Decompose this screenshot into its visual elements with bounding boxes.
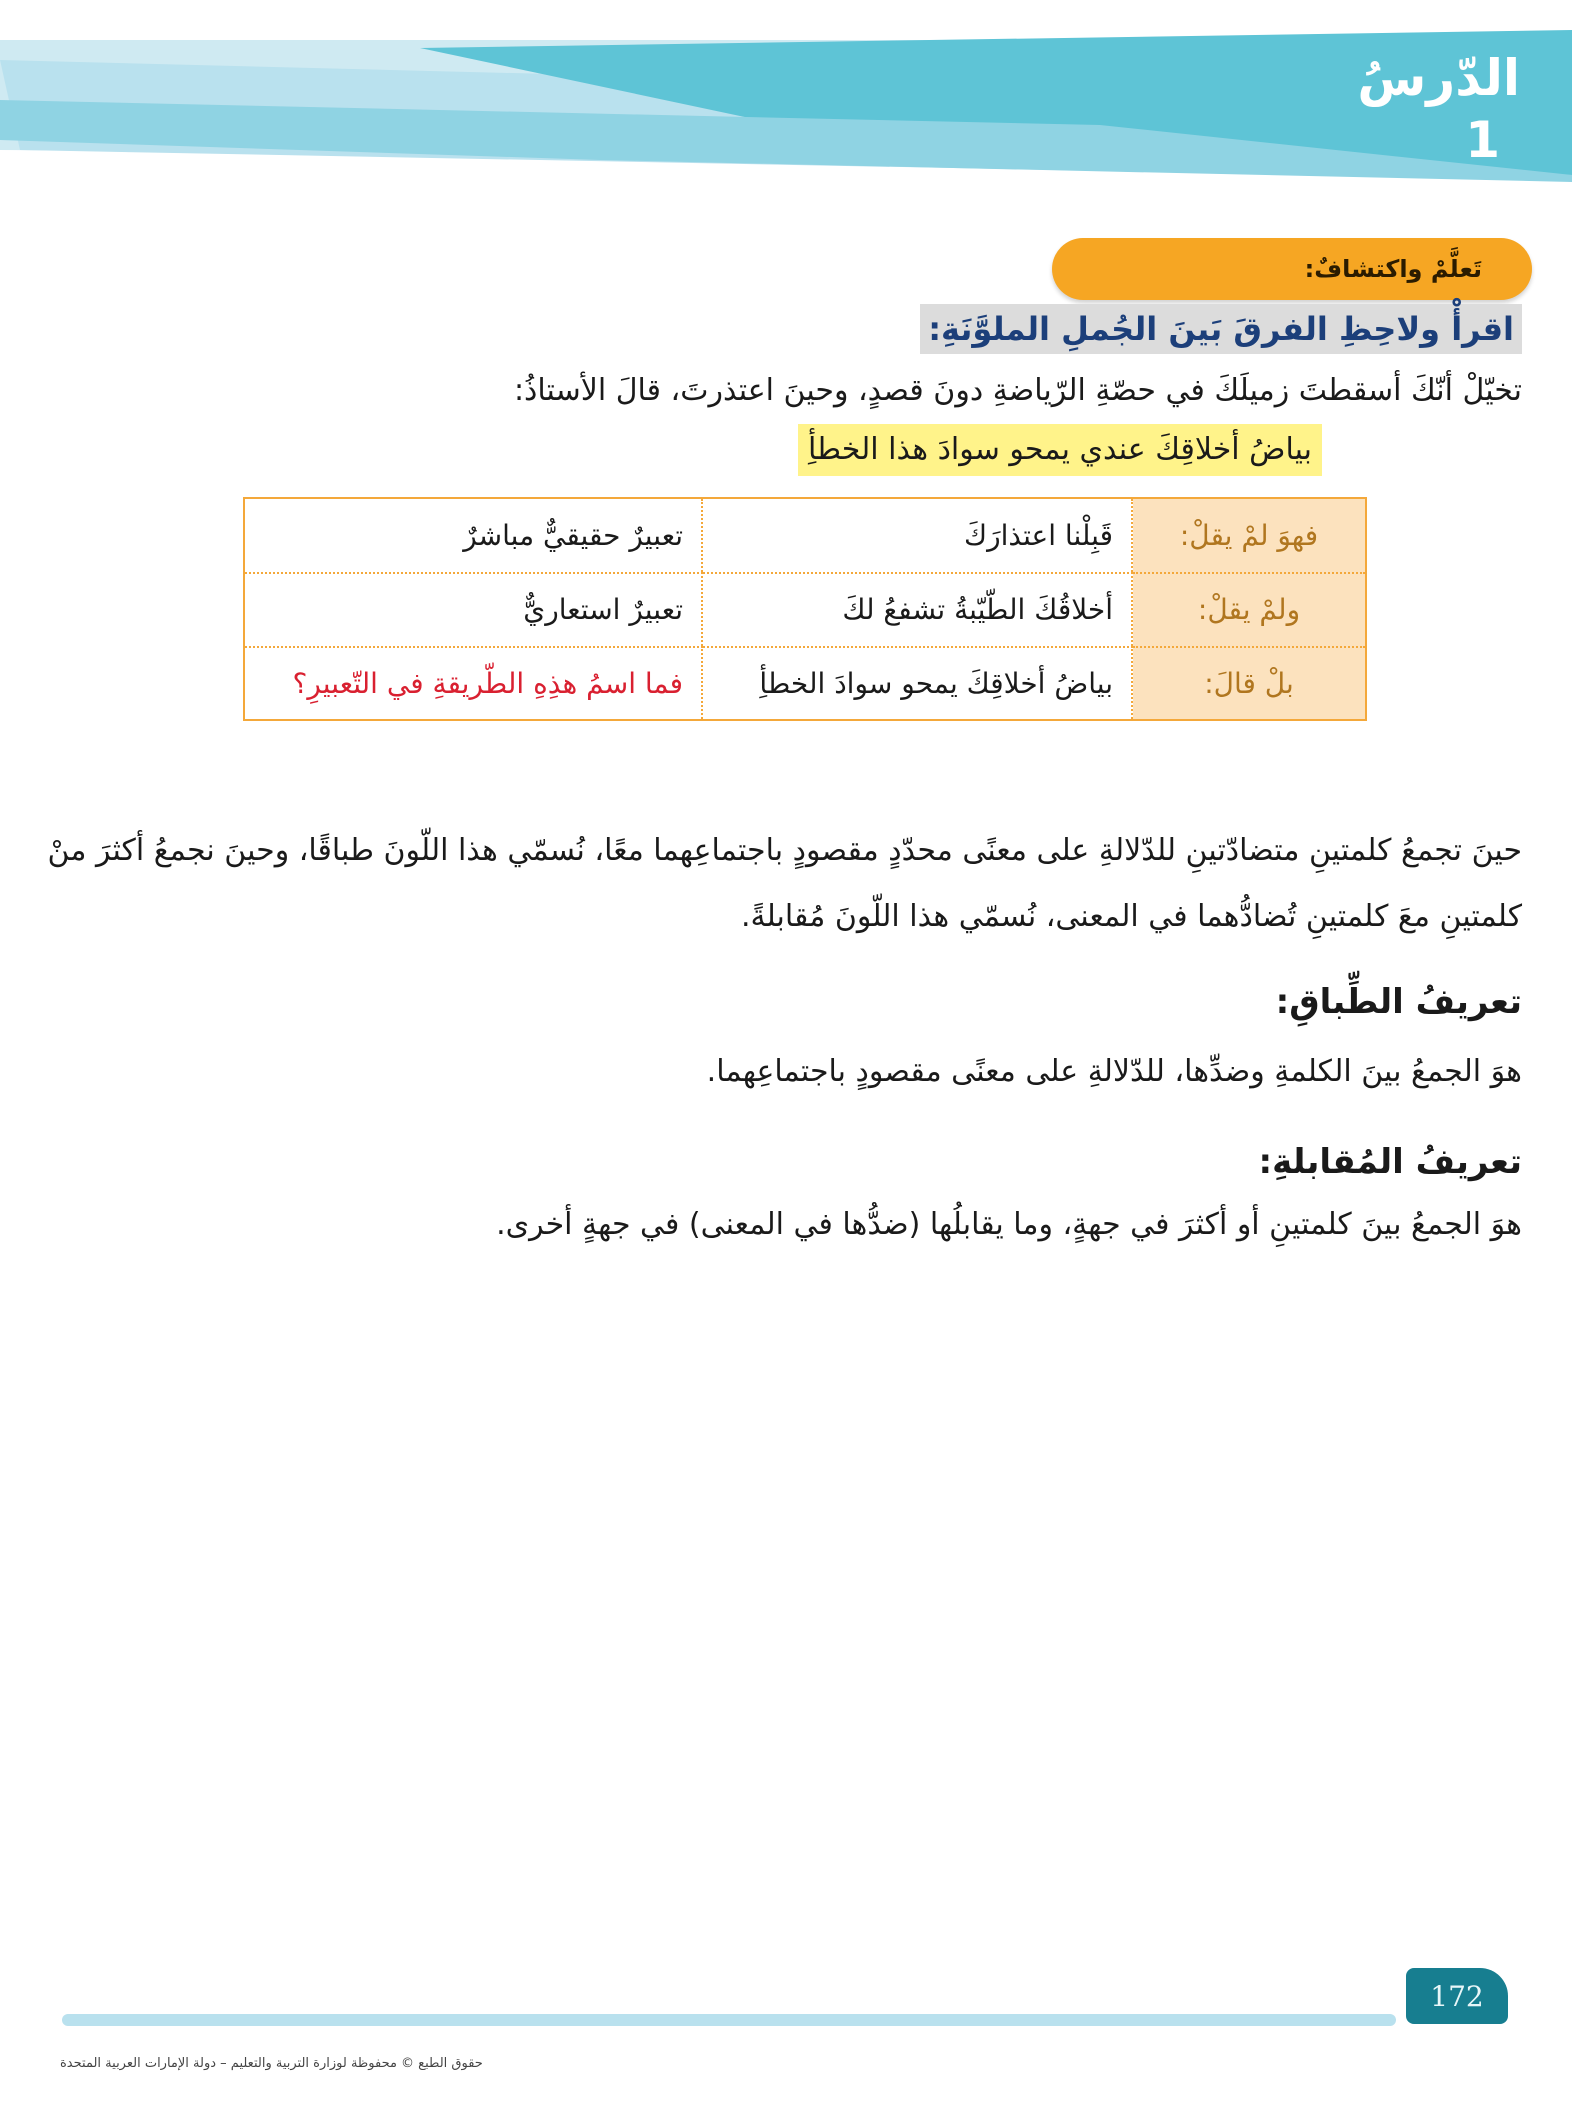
tibaq-definition-title: تعريفُ الطِّباقِ: xyxy=(1275,982,1522,1022)
comparison-table xyxy=(243,497,1367,721)
intro-paragraph: تخيّلْ أنّكَ أسقطتَ زميلَكَ في حصّةِ الرّياضةِ دونَ قصدٍ، وحينَ اعتذرتَ، قالَ الأستاذُ: xyxy=(513,373,1522,408)
table-row xyxy=(245,572,1365,645)
tibaq-definition-text: هوَ الجمعُ بينَ الكلمةِ وضدِّها، للدّلالةِ على معنًى مقصودٍ باجتماعِهما. xyxy=(706,1054,1522,1089)
sentence-cell: أخلاقُكَ الطّيّبةُ تشفعُ لكَ xyxy=(703,572,1133,645)
expression-type-cell: تعبيرٌ حقيقيٌّ مباشرٌ xyxy=(245,499,703,572)
highlighted-quote: بياضُ أخلاقِكَ عندي يمحو سوادَ هذا الخطأِ xyxy=(798,424,1322,476)
lesson-number: 1 xyxy=(1465,111,1500,169)
row-head-cell: فهوَ لمْ يقلْ: xyxy=(1133,499,1365,572)
muqabala-definition-title: تعريفُ المُقابلةِ: xyxy=(1258,1142,1522,1182)
instruction-heading: اقرأْ ولاحِظِ الفرقَ بَينَ الجُملِ الملوَّنَةِ: xyxy=(920,304,1522,354)
header-banner xyxy=(0,0,1572,220)
explanation-paragraph: حينَ تجمعُ كلمتينِ متضادّتينِ للدّلالةِ على معنًى محدّدٍ مقصودٍ باجتماعِهما معًا، نُسمّي هذا اللّونَ طباقًا، وحينَ نجمعُ أكثرَ منْ كلمتينِ معَ كلمتينِ تُضادُّهما في المعنى، نُسمّي هذا اللّونَ مُقابلةً. xyxy=(47,833,1522,934)
expression-type-cell: تعبيرٌ استعاريٌّ xyxy=(245,572,703,645)
row-head-cell: ولمْ يقلْ: xyxy=(1133,572,1365,645)
sentence-cell: قَبِلْنا اعتذارَكَ xyxy=(703,499,1133,572)
table-row xyxy=(245,499,1365,572)
page-number-badge: 172 xyxy=(1406,1968,1508,2024)
muqabala-definition-text: هوَ الجمعُ بينَ كلمتينِ أو أكثرَ في جهةٍ، وما يقابلُها (ضدُّها في المعنى) في جهةٍ أخرى. xyxy=(496,1207,1522,1242)
footer-bar xyxy=(62,2014,1396,2026)
sentence-cell: بياضُ أخلاقِكَ يمحو سوادَ الخطأِ xyxy=(703,646,1133,719)
lesson-title: الدّرسُ xyxy=(1357,49,1520,107)
table-row xyxy=(245,646,1365,719)
question-cell: فما اسمُ هذِهِ الطّريقةِ في التّعبيرِ؟ xyxy=(245,646,703,719)
learn-discover-label: تَعلَّمْ واكتشافٌ: xyxy=(1052,238,1532,300)
row-head-cell: بلْ قالَ: xyxy=(1133,646,1365,719)
copyright-notice: حقوق الطبع © محفوظة لوزارة التربية والتعليم – دولة الإمارات العربية المتحدة xyxy=(60,2056,483,2071)
